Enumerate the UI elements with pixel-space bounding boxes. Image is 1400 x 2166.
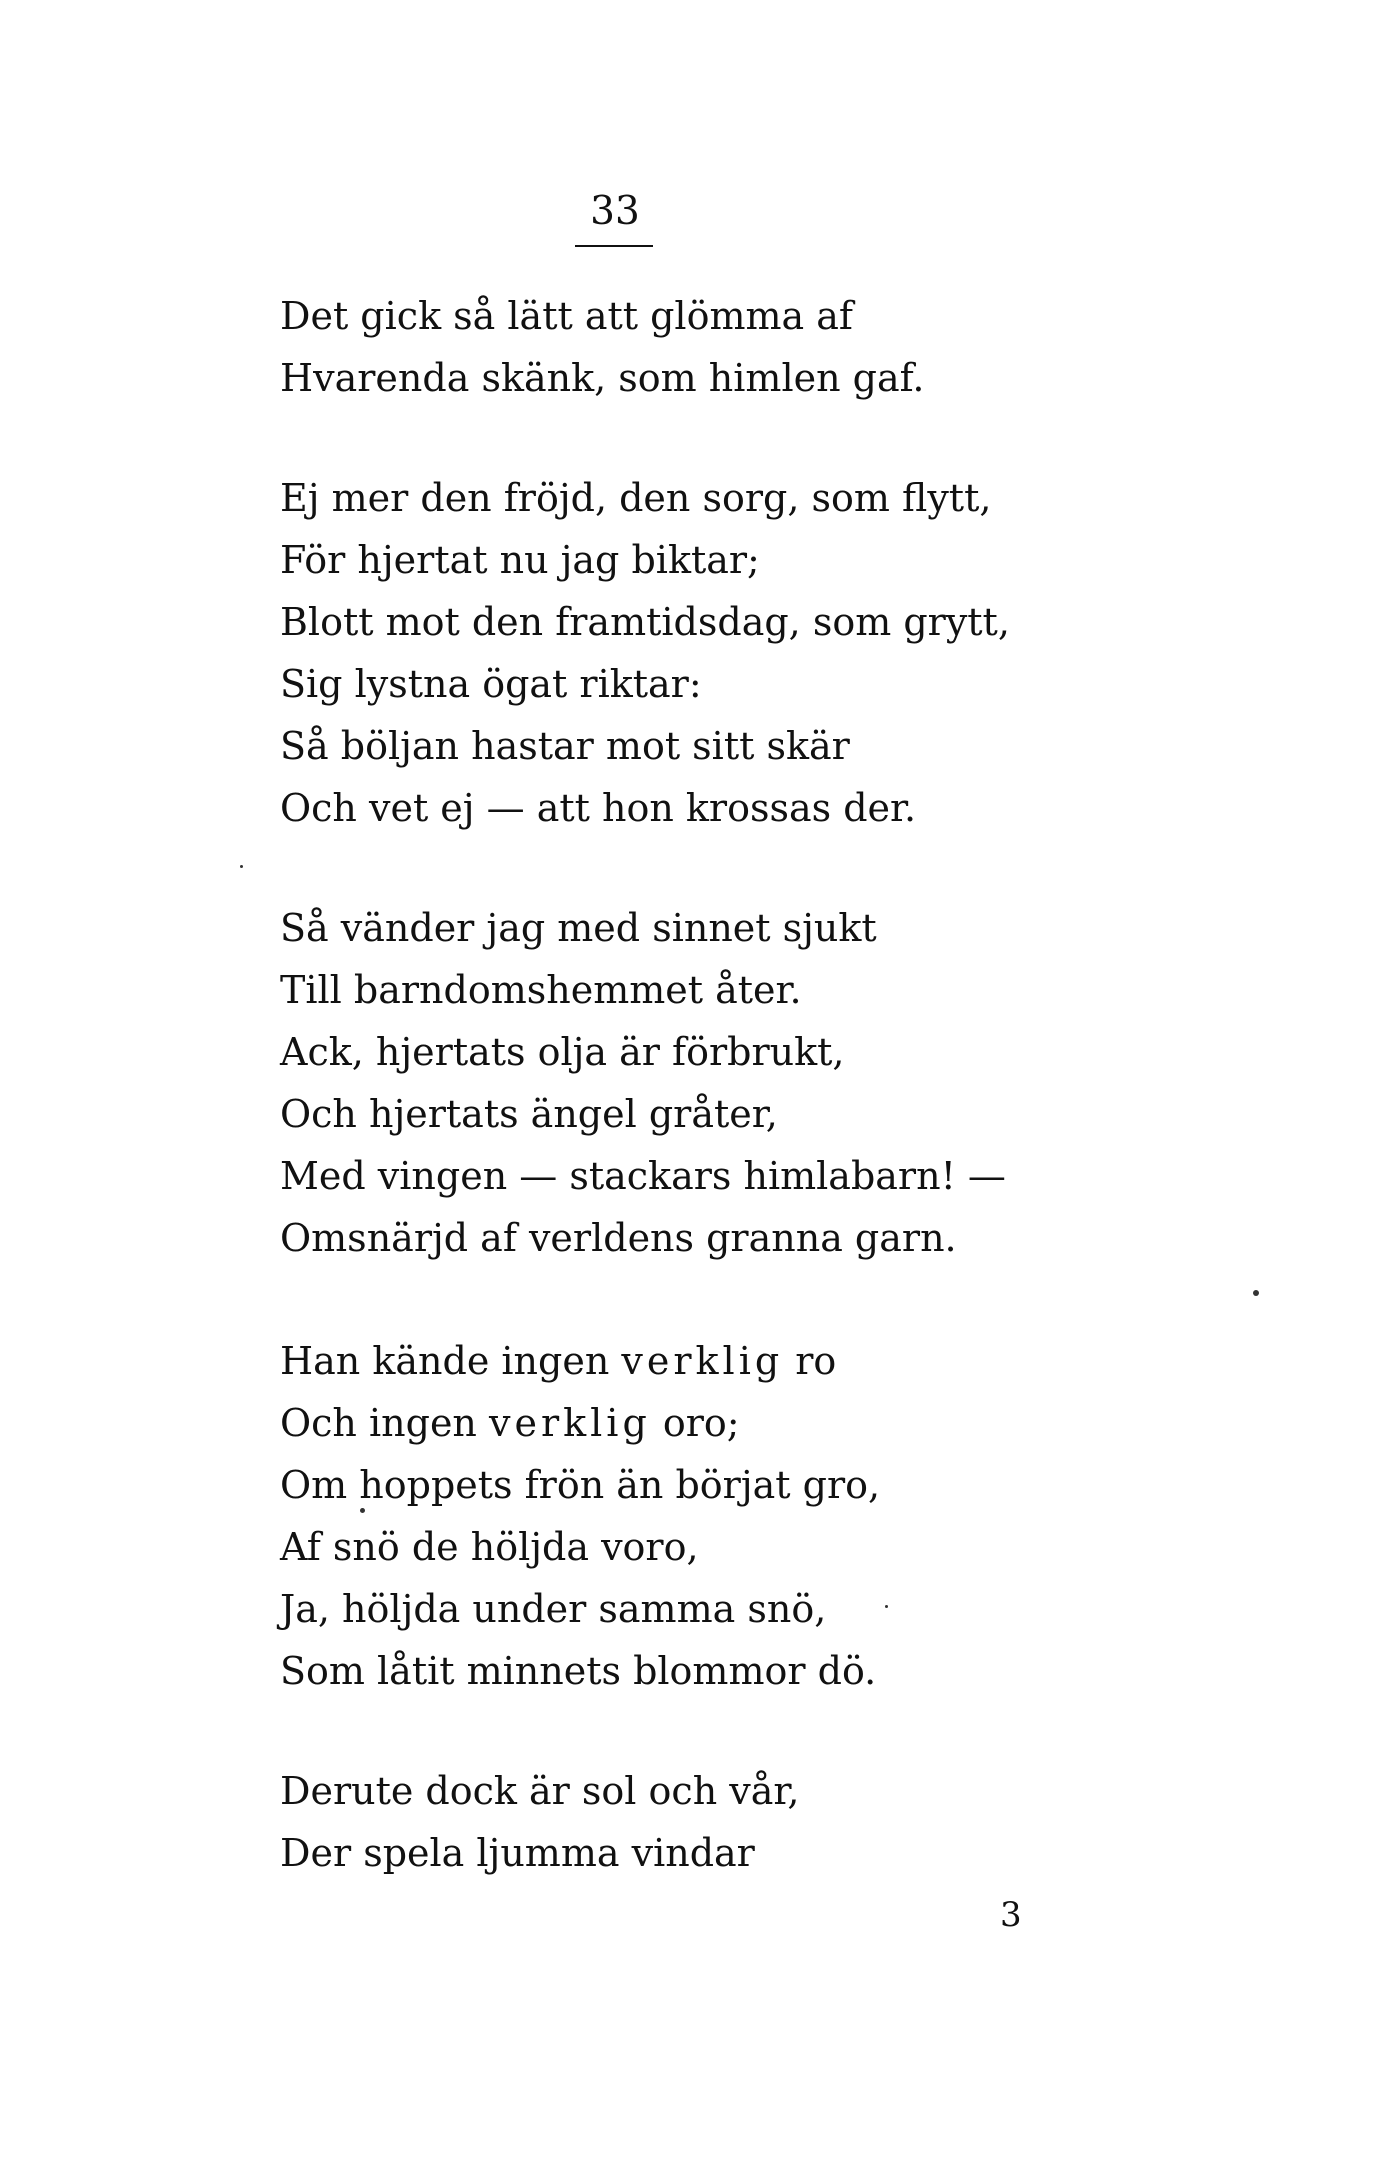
poem-line: Der spela ljumma vindar: [280, 1831, 755, 1875]
poem-line: Af snö de höljda voro,: [280, 1525, 699, 1569]
stanza-2: [280, 467, 1280, 839]
poem-line: Så böljan hastar mot sitt skär: [280, 724, 850, 768]
poem-line: Om hoppets frön än börjat gro,: [280, 1463, 881, 1507]
poem-line: Och vet ej — att hon krossas der.: [280, 786, 917, 830]
stanza-5: [280, 1760, 1280, 1884]
poem-line: Ej mer den fröjd, den sorg, som flytt,: [280, 476, 992, 520]
stanza-1: [280, 285, 1280, 409]
emphasized-word: verklig: [621, 1339, 784, 1383]
print-speck: [885, 1605, 888, 1608]
print-speck: [360, 1508, 365, 1513]
poem-line: Sig lystna ögat riktar:: [280, 662, 702, 706]
poem-line: Som låtit minnets blommor dö.: [280, 1649, 877, 1693]
poem-line: Hvarenda skänk, som himlen gaf.: [280, 356, 925, 400]
stanza-4: [280, 1330, 1280, 1702]
poem-line: Så vänder jag med sinnet sjukt: [280, 906, 877, 950]
line-text: Han kände ingen: [280, 1339, 622, 1383]
poem-line: För hjertat nu jag biktar;: [280, 538, 760, 582]
line-text: oro;: [650, 1401, 740, 1445]
emphasized-word: verklig: [488, 1401, 651, 1445]
poem-line: Omsnärjd af verldens granna garn.: [280, 1216, 957, 1260]
line-text: Och ingen: [280, 1401, 489, 1445]
stanza-3: [280, 897, 1280, 1269]
signature-mark: 3: [1000, 1895, 1022, 1935]
page-number-rule: [575, 245, 653, 247]
poem-line: [280, 1392, 1280, 1454]
print-speck: [1253, 1290, 1259, 1296]
line-text: ro: [783, 1339, 837, 1383]
poem-line: Till barndomshemmet åter.: [280, 968, 802, 1012]
poem-line: Och hjertats ängel gråter,: [280, 1092, 778, 1136]
poem-line: Derute dock är sol och vår,: [280, 1769, 800, 1813]
poem-line: Ack, hjertats olja är förbrukt,: [280, 1030, 845, 1074]
poem-line: Ja, höljda under samma snö,: [280, 1587, 827, 1631]
poem-line: [280, 1330, 1280, 1392]
poem-line: Det gick så lätt att glömma af: [280, 294, 853, 338]
print-speck: [240, 865, 243, 868]
poem-line: Med vingen — stackars himlabarn! —: [280, 1154, 1006, 1198]
poem-line: Blott mot den framtidsdag, som grytt,: [280, 600, 1010, 644]
page-number: 33: [590, 189, 640, 234]
